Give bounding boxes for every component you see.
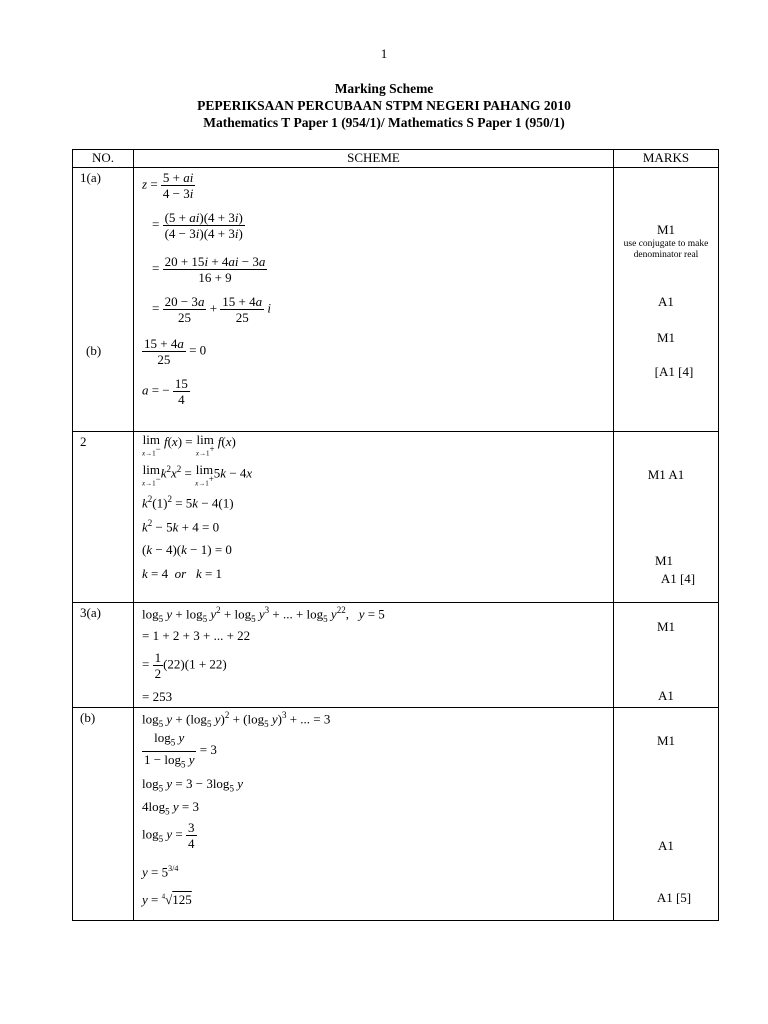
q1-eq4: = $\frac{20 - 3a}{25}$ + $\frac{15 + 4a}{25}$ i (152, 294, 271, 325)
q2-eq4: $k^2 - 5k + 4 = 0$ (142, 518, 220, 535)
q3b-eq2: $\frac{\log_5 y}{1 - \log_5 y}$ = 3 (144, 730, 217, 770)
q1-mark-a1b: [A1 [4] (654, 364, 694, 379)
q1-eq3: = $\frac{20 + 15i + 4ai - 3a}{16 + 9}$ (152, 254, 266, 285)
q3b-eq7: y = $^4$√125 (142, 892, 192, 907)
q3b-eq3: $\log_5 y = 3 - 3\log_5$ y (142, 776, 243, 794)
q1-marks-cell (614, 168, 719, 432)
q1-scheme-cell (134, 168, 614, 432)
q3a-eq1: $\log_5 y + \log_5 y^2 + \log_5 y^3$ + ... + $\log_5 y^{22}$, y = 5 (142, 605, 385, 624)
header-scheme: SCHEME (134, 150, 614, 168)
table-row-q1 (73, 168, 719, 432)
q1-mark-a1: A1 (658, 294, 674, 309)
table-row-q3a (73, 603, 719, 708)
q1-eq1: z = $\frac{5 + ai}{4 - 3i}$ (142, 170, 194, 201)
q3b-mark-a1: A1 (658, 838, 674, 853)
q3a-mark-m1: M1 (656, 619, 676, 634)
q3b-mark-a1-final: A1 [5] (656, 890, 692, 905)
q2-mark-m1: M1 (654, 553, 674, 568)
q1-eq6: a = − $\frac{15}{4}$ (142, 376, 188, 407)
q3b-mark-m1: M1 (656, 733, 676, 748)
q3b-no-cell: (b) (73, 708, 134, 921)
q3b-eq1: $\log_5 y + (\log_5$ $y)^2 + (\log_5$ y)$^3$ + ... = 3 (142, 710, 331, 729)
q3a-mark-a1: A1 (658, 688, 674, 703)
q2-scheme-cell (134, 432, 614, 603)
table-row-q2 (73, 432, 719, 603)
q1-no-cell (73, 168, 134, 432)
q2-marks-cell (614, 432, 719, 603)
q1-eq5: $\frac{15 + 4a}{25}$ = 0 (144, 336, 207, 367)
q3a-marks-cell (614, 603, 719, 708)
q1-eq2: = $\frac{(5 + ai)(4 + 3i)}{(4 - 3i)(4 + 3i)}$ (152, 210, 243, 241)
q3a-eq2: = 1 + 2 + 3 + ... + 22 (142, 628, 251, 643)
q3b-scheme-cell (134, 708, 614, 921)
title-marking-scheme: Marking Scheme (334, 81, 434, 96)
header-no: NO. (73, 150, 134, 168)
q1-mark-m1b: M1 (656, 330, 676, 345)
q3b-marks-cell (614, 708, 719, 921)
title-block (0, 80, 768, 131)
q2-eq6: k = 4 or k = 1 (142, 566, 223, 581)
marking-table (72, 149, 719, 921)
title-exam-name: PEPERIKSAAN PERCUBAAN STPM NEGERI PAHANG 2010 (197, 98, 571, 113)
header-marks: MARKS (614, 150, 719, 168)
q3b-eq6: $y = 5^{3/4}$ (142, 864, 179, 880)
page-number: 1 (380, 46, 388, 61)
q2-eq3: $k^2(1)^2 = 5k - 4(1)$ (142, 494, 234, 511)
q1-mark-note: use conjugate to make denominator real (623, 239, 709, 260)
q3b-eq4: $4\log_5$ y = 3 (142, 799, 199, 817)
table-row-q3b (73, 708, 719, 921)
q3a-scheme-cell (134, 603, 614, 708)
q1-mark-m1: M1 (656, 222, 676, 237)
title-paper: Mathematics T Paper 1 (954/1)/ Mathematics S Paper 1 (950/1) (203, 115, 565, 130)
q2-eq5: (k − 4)(k − 1) = 0 (142, 542, 232, 557)
q3b-eq5: $\log_5 y$ = $\frac{3}{4}$ (142, 820, 195, 851)
q2-eq2: lim x→1− $k^2x^2 = \lim$ x→1+ 5k − 4x (142, 462, 253, 488)
q1a-label: 1(a) (80, 170, 101, 185)
q2-mark-m1a1: M1 A1 (647, 467, 685, 482)
table-header-row (73, 150, 719, 168)
q2-mark-a1: A1 [4] (660, 571, 696, 586)
q2-eq1: lim x→1− f(x) = lim x→1+ f(x) (142, 432, 236, 458)
q3a-eq4: = 253 (142, 689, 173, 704)
q2-no-cell: 2 (73, 432, 134, 603)
q3a-no-cell: 3(a) (73, 603, 134, 708)
q3a-eq3: = $\frac{1}{2}$ (22)(1 + 22) (142, 650, 227, 681)
q1b-label: (b) (86, 343, 102, 358)
